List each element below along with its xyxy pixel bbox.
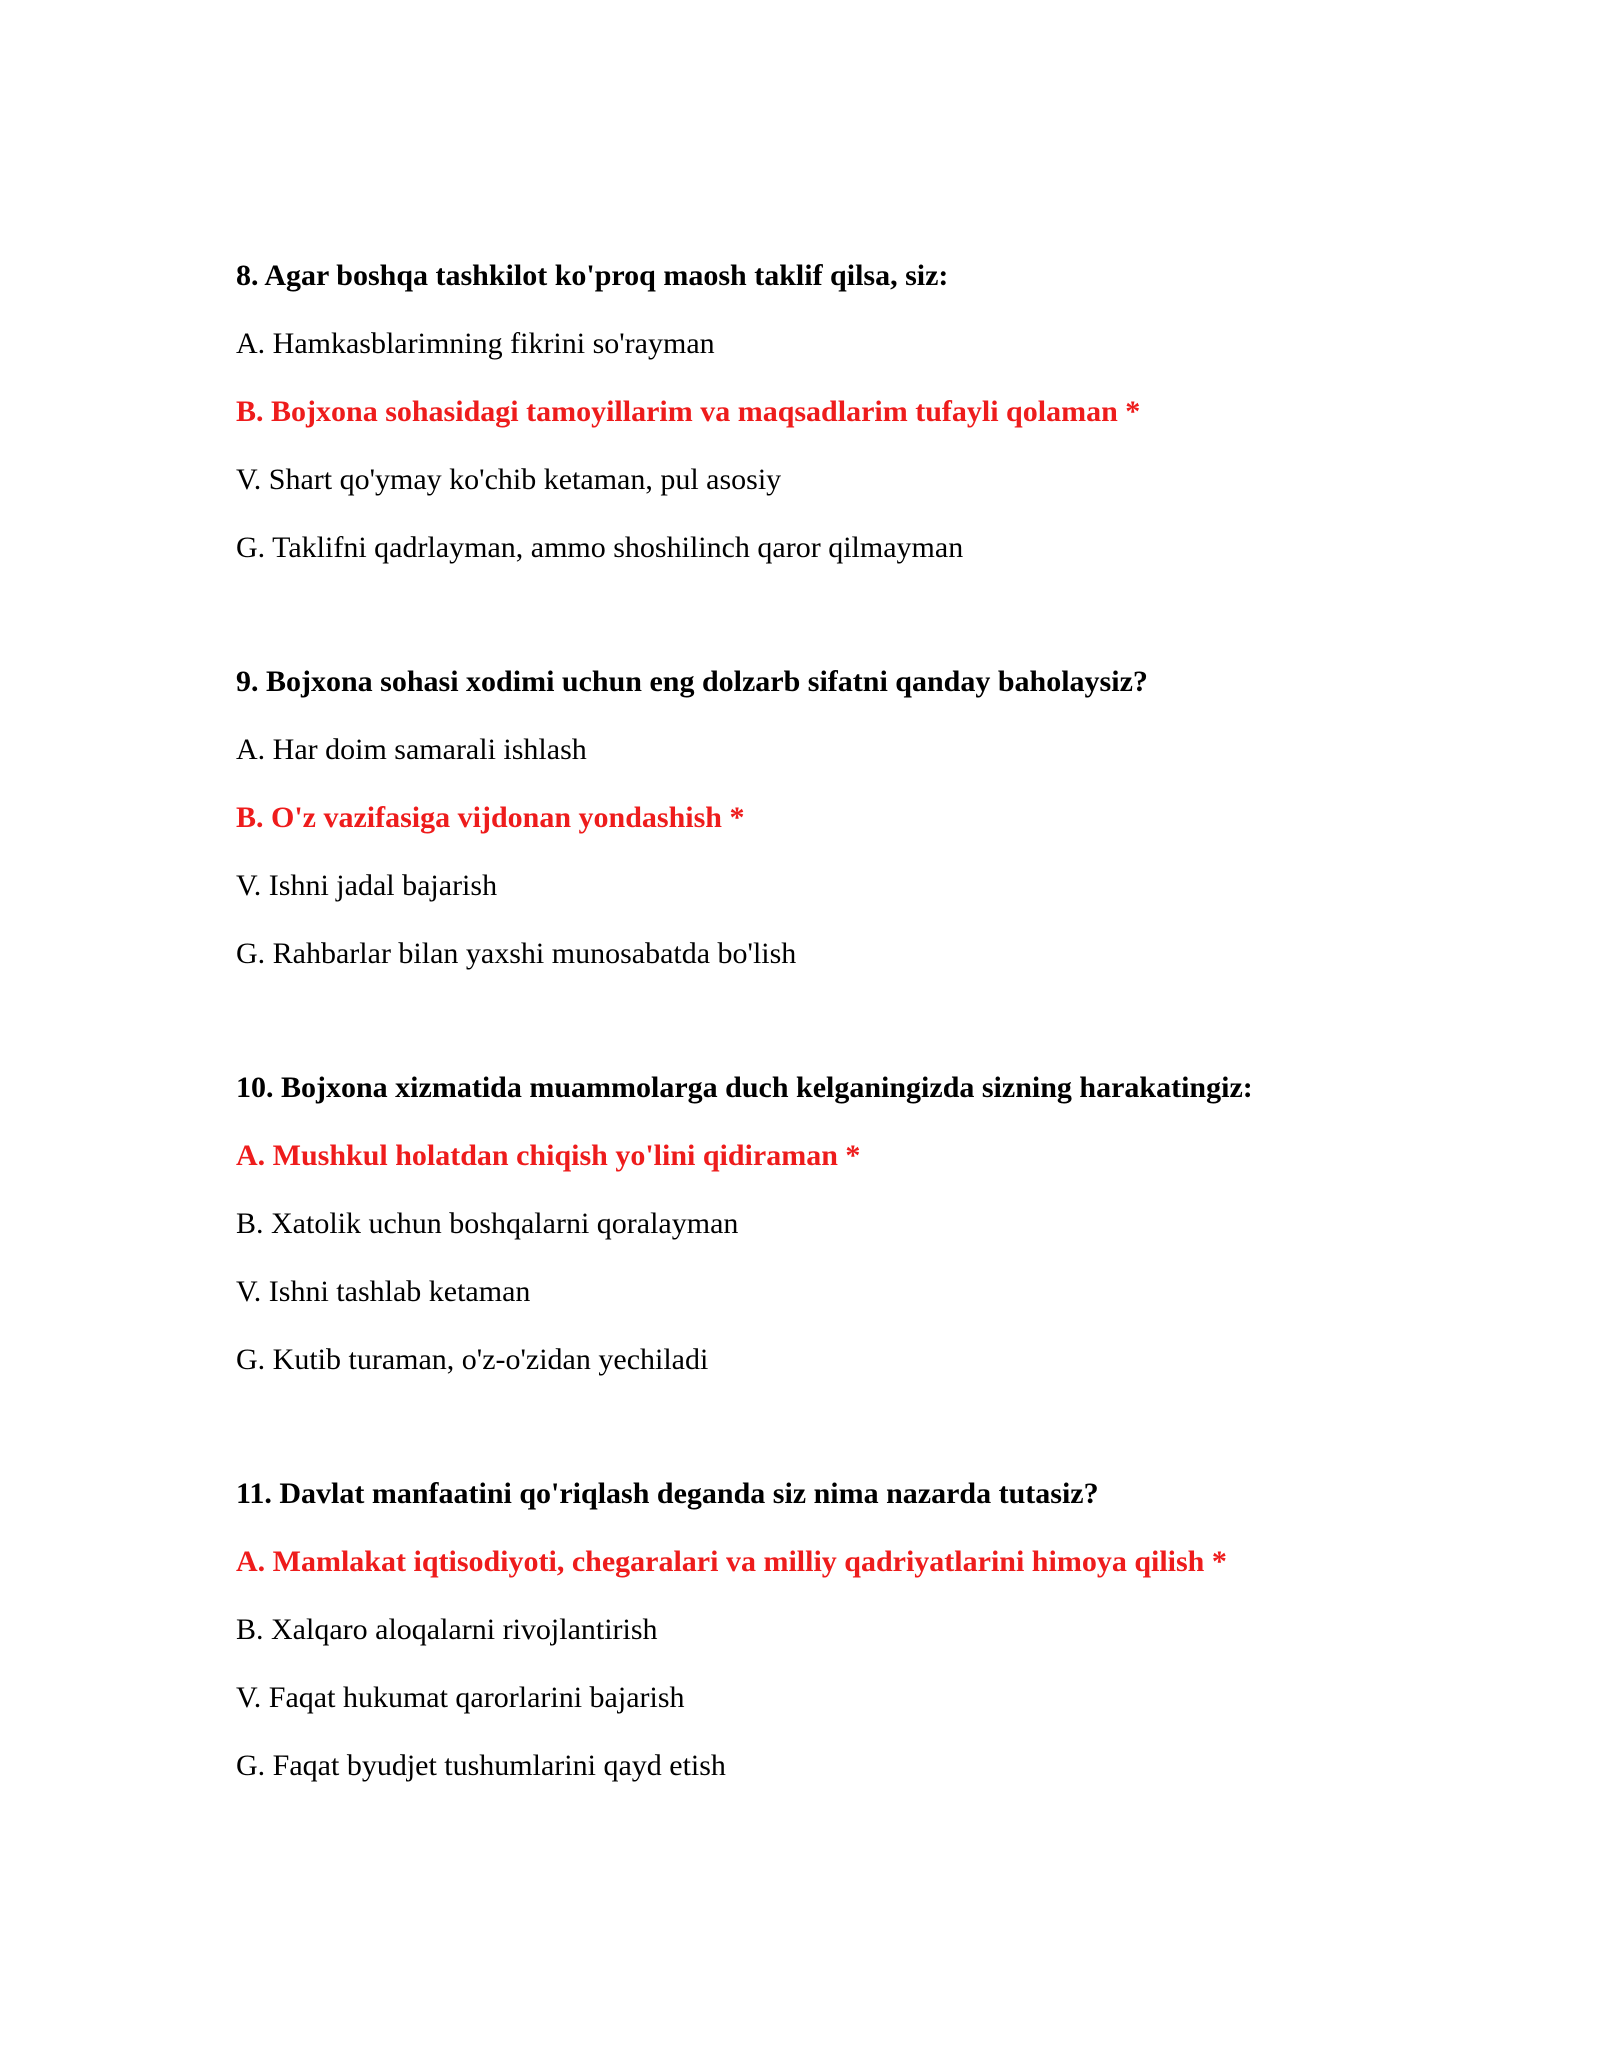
- answer-option-v: V. Ishni jadal bajarish: [236, 869, 498, 902]
- answer-option-a: A. Hamkasblarimning fikrini so'rayman: [236, 327, 715, 360]
- answer-option-b-correct: B. Bojxona sohasidagi tamoyillarim va maqsadlarim tufayli qolaman *: [236, 395, 1141, 428]
- answer-option-b-correct: B. O'z vazifasiga vijdonan yondashish *: [236, 801, 745, 834]
- answer-option-v: V. Faqat hukumat qarorlarini bajarish: [236, 1681, 685, 1714]
- question-title: 8. Agar boshqa tashkilot ko'proq maosh taklif qilsa, siz:: [236, 259, 949, 292]
- question-title: 11. Davlat manfaatini qo'riqlash deganda siz nima nazarda tutasiz?: [236, 1477, 1099, 1510]
- answer-option-a-correct: A. Mamlakat iqtisodiyoti, chegaralari va milliy qadriyatlarini himoya qilish *: [236, 1545, 1227, 1578]
- answer-option-a-correct: A. Mushkul holatdan chiqish yo'lini qidiraman *: [236, 1139, 861, 1172]
- answer-option-g: G. Taklifni qadrlayman, ammo shoshilinch qaror qilmayman: [236, 531, 964, 564]
- answer-option-b: B. Xalqaro aloqalarni rivojlantirish: [236, 1613, 658, 1646]
- answer-option-a: A. Har doim samarali ishlash: [236, 733, 587, 766]
- answer-option-g: G. Faqat byudjet tushumlarini qayd etish: [236, 1749, 726, 1782]
- question-title: 9. Bojxona sohasi xodimi uchun eng dolzarb sifatni qanday baholaysiz?: [236, 665, 1148, 698]
- answer-option-v: V. Shart qo'ymay ko'chib ketaman, pul asosiy: [236, 463, 782, 496]
- question-title: 10. Bojxona xizmatida muammolarga duch kelganingizda sizning harakatingiz:: [236, 1071, 1253, 1104]
- answer-option-v: V. Ishni tashlab ketaman: [236, 1275, 531, 1308]
- question-block-11: [236, 1460, 1436, 1800]
- answer-option-b: B. Xatolik uchun boshqalarni qoralayman: [236, 1207, 739, 1240]
- question-block-10: [236, 1054, 1436, 1394]
- answer-option-g: G. Rahbarlar bilan yaxshi munosabatda bo'lish: [236, 937, 797, 970]
- answer-option-g: G. Kutib turaman, o'z-o'zidan yechiladi: [236, 1343, 709, 1376]
- question-block-9: [236, 648, 1436, 988]
- question-block-8: [236, 242, 1436, 582]
